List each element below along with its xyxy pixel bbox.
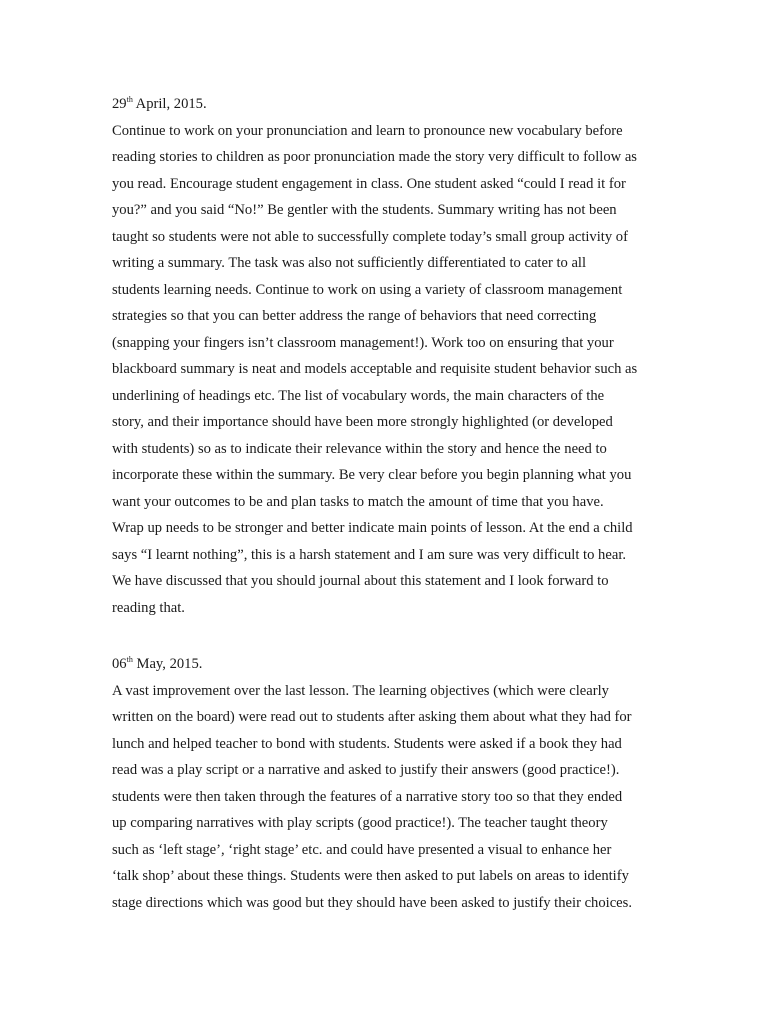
entry-date (112, 91, 742, 118)
feedback-entry (112, 91, 742, 621)
text-line: taught so students were not able to successfully complete today’s small group activity of (112, 228, 628, 245)
text-line: writing a summary. The task was also not sufficiently differentiated to cater to all (112, 255, 587, 271)
text-line: Wrap up needs to be stronger and better indicate main points of lesson. At the end a child (112, 520, 633, 536)
entry-body (112, 118, 742, 622)
text-line: lunch and helped teacher to bond with students. Students were asked if a book they had (112, 735, 622, 752)
text-line: (snapping your fingers isn’t classroom management!). Work too on ensuring that your (112, 334, 614, 351)
date-suffix: th (126, 95, 133, 104)
text-line: story, and their importance should have been more strongly highlighted (or developed (112, 414, 613, 430)
text-line: such as ‘left stage’, ‘right stage’ etc. and could have presented a visual to enhance her (112, 841, 612, 858)
text-line: We have discussed that you should journal about this statement and I look forward to (112, 573, 609, 589)
date-day: 06 (112, 656, 127, 672)
text-line: written on the board) were read out to students after asking them about what they had for (112, 709, 632, 725)
text-line: students were then taken through the features of a narrative story too so that they ended (112, 788, 623, 805)
text-line: want your outcomes to be and plan tasks to match the amount of time that you have. (112, 493, 604, 510)
feedback-entry (112, 651, 742, 916)
text-line: incorporate these within the summary. Be very clear before you begin planning what you (112, 467, 632, 483)
text-line: you read. Encourage student engagement in class. One student asked “could I read it for (112, 175, 626, 192)
date-day: 29 (112, 96, 127, 112)
text-line: read was a play script or a narrative and asked to justify their answers (good practice!). (112, 762, 620, 778)
text-line: up comparing narratives with play scripts (good practice!). The teacher taught theory (112, 815, 608, 831)
text-line: reading that. (112, 599, 185, 616)
text-line: reading stories to children as poor pronunciation made the story very difficult to follow as (112, 149, 637, 165)
date-suffix: th (126, 655, 133, 664)
text-line: Continue to work on your pronunciation and learn to pronounce new vocabulary before (112, 122, 623, 139)
date-month-year: May, 2015. (132, 656, 203, 672)
text-line: says “I learnt nothing”, this is a harsh statement and I am sure was very difficult to hear. (112, 546, 627, 563)
text-line: stage directions which was good but they should have been asked to justify their choices. (112, 894, 632, 911)
entry-date (112, 651, 742, 678)
text-line: you?” and you said “No!” Be gentler with the students. Summary writing has not been (112, 202, 617, 218)
text-line: strategies so that you can better address the range of behaviors that need correcting (112, 308, 597, 324)
text-line: with students) so as to indicate their relevance within the story and hence the need to (112, 440, 607, 457)
text-line: A vast improvement over the last lesson. The learning objectives (which were clearly (112, 682, 609, 699)
text-line: blackboard summary is neat and models acceptable and requisite student behavior such as (112, 361, 638, 377)
date-month-year: April, 2015. (132, 96, 207, 112)
text-line: underlining of headings etc. The list of vocabulary words, the main characters of the (112, 387, 605, 404)
entry-body (112, 678, 742, 917)
text-line: ‘talk shop’ about these things. Students were then asked to put labels on areas to identify (112, 868, 629, 884)
text-line: students learning needs. Continue to work on using a variety of classroom management (112, 281, 623, 298)
